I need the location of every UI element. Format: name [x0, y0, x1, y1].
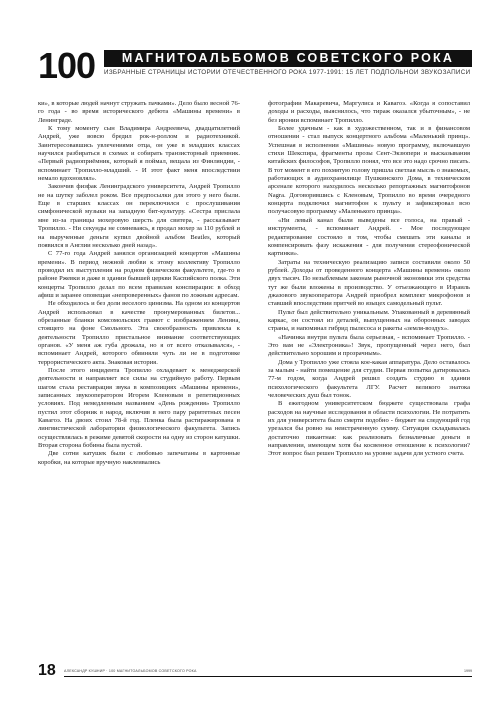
- paragraph: Закончив физфак Ленинградского университета, Андрей Тропилло не на шутку заболел роком. Все предпосылки для этого у него были. Еще в старших классах он переключился с прослушивания симфонической музыки на западную бит-культуру. «Сестра прислала мне из-за границы мохеровую шерсть для свитера, - рассказывает Тропилло. - Ни секунды не сомневаясь, я продал мохер за 110 рублей и на вырученные деньги купил двойной альбом Beatles, который появился в Англии несколько дней назад».: [38, 183, 240, 249]
- header-number: 100: [38, 45, 96, 86]
- paragraph: «Начинка внутри пульта была серьезная, - вспоминает Тропилло. - Это вам не «Электроника»! Звук, пропущенный через него, был действительно хорошим и прозрачным».: [268, 333, 470, 358]
- paragraph: Более удачным - как в художественном, так и в финансовом отношении - стал выпуск концертного альбома «Маленький принц». Успешная в исполнении «Машины» новую программу, включавшую стихи Шекспира, фрагменты прозы Сент-Экзюпери и высказывания китайских философов, Тропилло понял, что все это надо срочно писать. В тот момент в его похмятую голову пришла светлая мысль о знакомых, работающих в аудиохранилище Пушкинского Дома, в техническом арсенале которого находилось несколько репортажных магнитофонов Nagra. Договорившись с Кленовым, Тропилло во время очередного концерта подключил магнитофон к пульту и зафиксировал всю получасовую программу «Маленького принца».: [268, 125, 470, 216]
- paragraph: После этого инцидента Тропилло охладевает к менеджерской деятельности и направляет все силы на студийную работу. Первым шагом стала реставрация звука в композициях «Машины времени», записанных звукооператором Игорем Кленовым в репетиционных условиях. Под немедленным названием «День рождения» Тропилло пустил этот сборник в народ, включив в него пару раритетных песен Кавагоэ. На двоих стоил 78-й год. Пленка была растиражирована в лингвистической лаборатории физиологического факультета. Запись осуществлялась в режиме девятой скорости на одну из сторон катушки. Вторая сторона бобины была пустой.: [38, 367, 240, 450]
- footer-running-title: АЛЕКСАНДР КУШНИР · 100 МАГНИТОАЛЬБОМОВ СОВЕТСКОГО РОКА: [64, 669, 197, 673]
- paragraph: «Ни левый канал были выведены все голоса, на правый - инструменты, - вспоминает Андрей. - Мое последующее редактирование состояло в том, чтобы смешать эти каналы и компенсировать фазу искажения - для получения стереофонической картинки».: [268, 216, 470, 258]
- footer-year: 1999: [464, 669, 472, 673]
- paragraph: фотографии Макаревича, Маргулиса и Кавагоэ. «Когда я сопоставил доходы и расходы, выяснилось, что тираж оказался убыточным», - не без иронии вспоминает Тропилло.: [268, 100, 470, 124]
- right-column: [268, 100, 470, 459]
- page-header: [38, 47, 472, 87]
- paragraph: Две сотни катушек были с любовью запечатаны в картонные коробки, на которые вручную наклеивались: [38, 450, 240, 466]
- paragraph: В ежегодном университетском бюджете существовала графа расходов на научные исследования в области психологии. Не потратить их для университета было смерти подобно - бюджет на следующий год урезался бы ровно на неистраченную сумму. Ситуация складывалась достаточно пикантная: как реализовать безналичные деньги в направлении, имеющем хотя бы косвенное отношение к психологии? Этот вопрос был решен Тропилло на уровне задачи для устного счета.: [268, 400, 470, 458]
- page-footer: [38, 664, 472, 680]
- left-column: [38, 100, 240, 467]
- paragraph: Пульт был действительно уникальным. Упакованный в деревянный каркас, он состоял из деталей, выпущенных на оборонных заводах страны, и напоминал гибрид пылесоса и ракеты «земля-воздух».: [268, 308, 470, 333]
- paragraph: Дома у Тропилло уже стояла кое-какая аппаратура. Дело оставалось за малым - найти помещение для студии. Первая попытка датировалась 77-м годом, когда Андрей решил создать студию в здании психологического факультета ЛГУ. Расчет великого знатока человеческих душ был тонок.: [268, 358, 470, 400]
- paragraph: Затраты на техническую реализацию записи составили около 50 рублей. Доходы от проведенного концерта «Машины времени» около двух тысяч. По незыблемым законам рыночной экономики эти средства тут же были вложены в производство. У отъезжающего в Израиль джазового звукооператора Андрей приобрел комплект микрофонов и ставший впоследствии притчей во языцех самодельный пульт.: [268, 258, 470, 308]
- paragraph: ки», в которые людей начнут стружать пачками». Дело было весной 76-го года - во время исторического дебюта «Машины времени» в Ленинграде.: [38, 100, 240, 124]
- footer-divider: [64, 676, 472, 677]
- header-title: МАГНИТОАЛЬБОМОВ СОВЕТСКОГО РОКА: [104, 50, 472, 67]
- paragraph: Не обходилось и без доли веселого цинизма. На одном из концертов Андрей использовал в качестве пронумерованных билетов... обрезанные бланки комсомольских грамот с изображением Ленина, стоящего на фоне Смольного. Эта своеобразность привлекла к деятельности Тропилло пристальное внимание соответствующих органов. «У меня аж губа дрожала, но я от всего отказывался», - вспоминает Андрей, которого обвиняли чуть ли не в подготовке террористического акта. Знаковая история.: [38, 300, 240, 366]
- paragraph: С 77-го года Андрей занялся организацией концертов «Машины времени». В период нежной любви к этому коллективу Тропилло проводил их выступления на родном физическом факультете, где-то в районе Ржевки и даже в здании бывшей церкви Каспийского полка. Эти концерты Тропилло делал по всем правилам конспирации: в обход афиш и заранее оповещая «непроверенных» фанов по ложным адресам.: [38, 250, 240, 299]
- paragraph: К тому моменту сын Владимира Андреевича, двадцатилетний Андрей, уже вовсю бредил рок-н-роллом и радиотехникой. Заинтересовавшись увлечениями отца, он уже в младших классах научился разбираться в схемах и собирать транзисторный приемник. «Первый радиоприёмник, который я поймал, вещала из Финляндии, - вспоминает Тропилло-младший. - И этот факт меня впоследствии немало вдохновлял».: [38, 125, 240, 183]
- page-number: 18: [38, 662, 56, 679]
- header-subtitle: ИЗБРАННЫЕ СТРАНИЦЫ ИСТОРИИ ОТЕЧЕСТВЕННОГО РОКА 1977-1991: 15 ЛЕТ ПОДПОЛЬНОЙ ЗВУКОЗАПИСИ: [104, 69, 471, 76]
